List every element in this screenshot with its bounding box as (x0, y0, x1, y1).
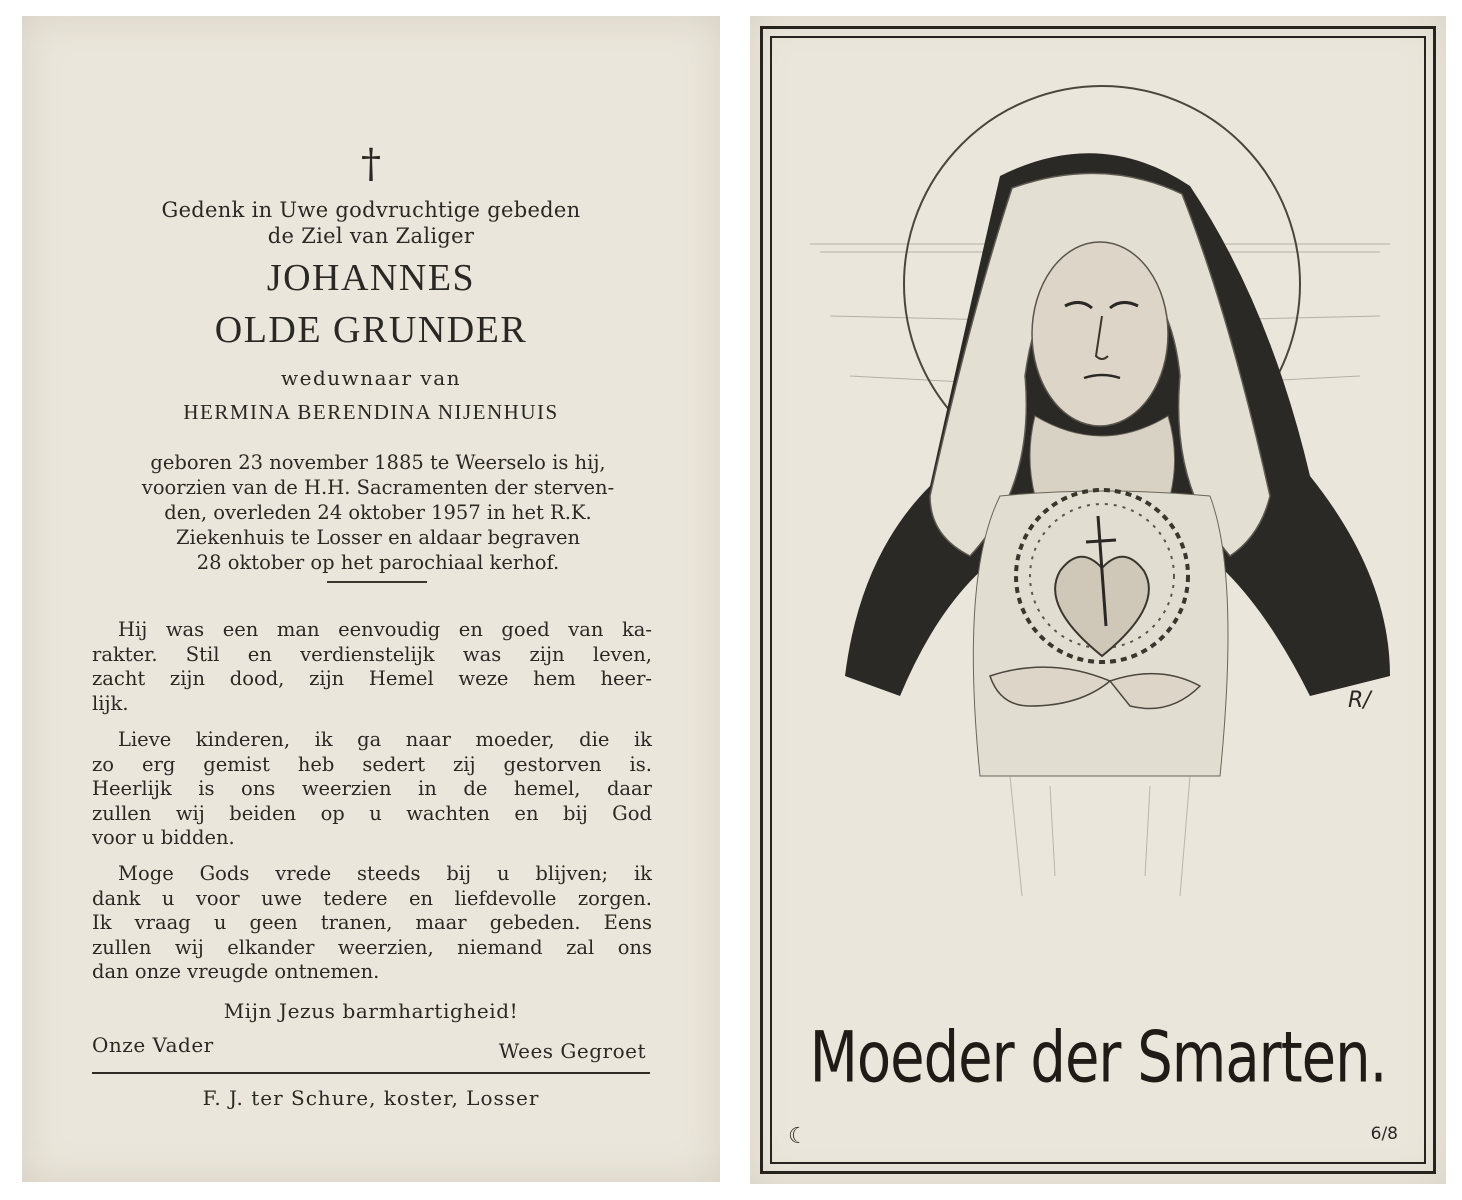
text-line: dank u voor uwe tedere en liefdevolle zorgen. (92, 886, 652, 910)
prayer-exclamation: Mijn Jezus barmhartigheid! (223, 999, 519, 1023)
text-line: voor u bidden. (92, 826, 235, 849)
bio-line: Ziekenhuis te Losser en aldaar begraven (175, 526, 581, 549)
publisher-mark-icon: ☾ (788, 1124, 808, 1149)
prayer-hail-mary: Wees Gegroet (498, 1039, 646, 1063)
spouse-name: HERMINA BERENDINA NIJENHUIS (183, 400, 559, 424)
prayer-our-father: Onze Vader (92, 1033, 214, 1057)
text-line: zullen wij elkander weerzien, niemand zal ons (92, 935, 652, 959)
deceased-surname: OLDE GRUNDER (214, 309, 528, 351)
paragraph-children (92, 728, 652, 851)
text-line: zullen wij beiden op u wachten en bij God (92, 801, 652, 825)
footer-rule (92, 1072, 650, 1074)
mater-dolorosa-illustration (750, 16, 1446, 1016)
text-line: Heerlijk is ons weerzien in de hemel, daar (92, 777, 652, 800)
card-number: 6/8 (1370, 1124, 1398, 1144)
divider (327, 581, 427, 583)
artist-monogram: R/ (1348, 688, 1371, 713)
text-line: Hij was een man eenvoudig en goed van ka- (118, 618, 652, 641)
text-line: dan onze vreugde ontnemen. (92, 960, 380, 983)
biography (98, 450, 658, 575)
text-line: rakter. Stil en verdienstelijk was zijn leven, (92, 642, 652, 666)
prayer-card-text-side (22, 16, 720, 1182)
spouse-label: weduwnaar van (280, 366, 461, 390)
text-line: Ik vraag u geen tranen, maar gebeden. Eens (92, 911, 652, 934)
text-line: lijk. (92, 691, 129, 715)
paragraph-character (92, 618, 652, 716)
paragraph-blessing (92, 862, 652, 985)
printer-credit: F. J. ter Schure, koster, Losser (202, 1086, 540, 1110)
text-line: Moge Gods vrede steeds bij u blijven; ik (118, 862, 652, 885)
text-line: zo erg gemist heb sedert zij gestorven is. (92, 752, 652, 776)
drapery-strokes (1010, 776, 1190, 896)
bio-line: voorzien van de H.H. Sacramenten der sterven- (141, 476, 615, 499)
intro-line-1: Gedenk in Uwe godvruchtige gebeden (161, 198, 581, 222)
bio-line: 28 oktober op het parochiaal kerhof. (196, 551, 560, 574)
intro-line-2: de Ziel van Zaliger (267, 224, 475, 248)
bio-line: geboren 23 november 1885 te Weerselo is hij, (150, 451, 606, 474)
card-caption: Moeder der Smarten. (809, 1017, 1387, 1100)
deceased-first-name: JOHANNES (266, 257, 476, 299)
text-line: Lieve kinderen, ik ga naar moeder, die ik (118, 728, 652, 751)
text-line: zacht zijn dood, zijn Hemel weze hem heer- (92, 667, 652, 690)
prayer-card-image-side (750, 16, 1446, 1184)
cross-icon: † (361, 141, 381, 187)
bio-line: den, overleden 24 oktober 1957 in het R.K. (164, 501, 592, 524)
